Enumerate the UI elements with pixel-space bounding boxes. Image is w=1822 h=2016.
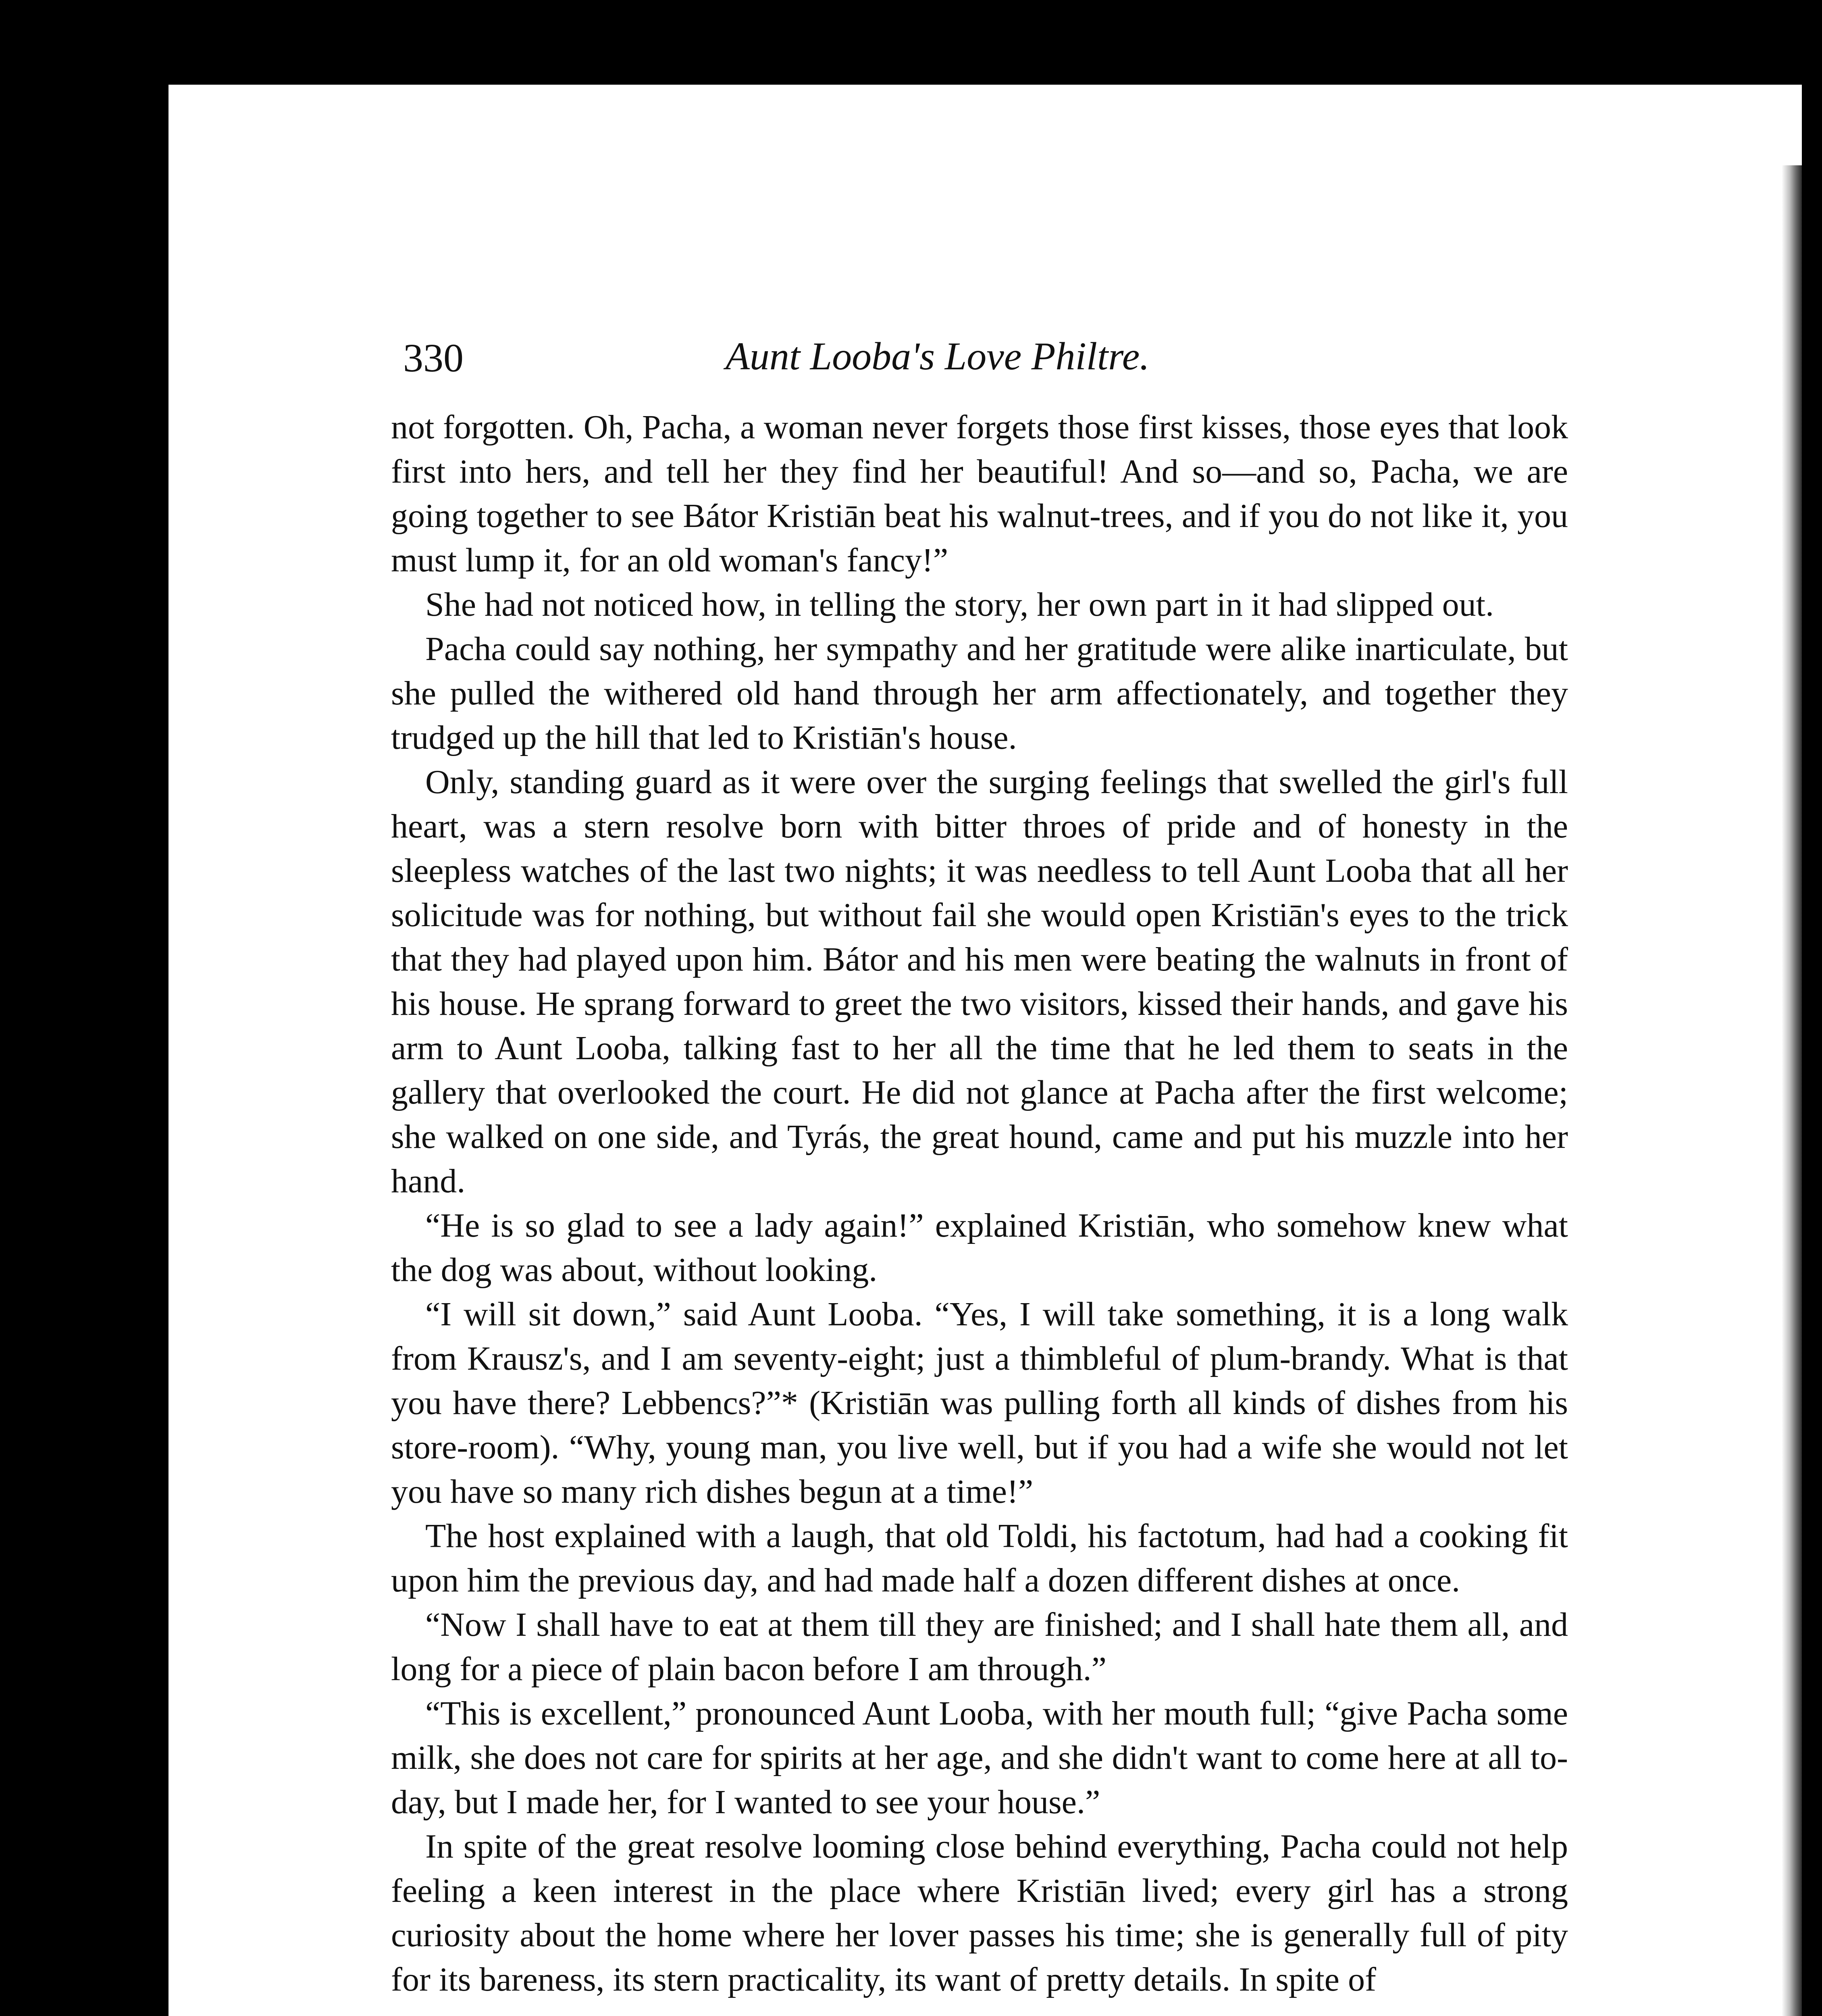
paragraph: She had not noticed how, in telling the story, her own part in it had slipped out. (425, 586, 1494, 623)
paragraph: “Now I shall have to eat at them till they are finished; and I shall hate them all, and long for a piece of plain bacon before I am through.” (391, 1606, 1568, 1688)
page-number: 330 (403, 335, 464, 380)
paragraph: Pacha could say nothing, her sympathy and her gratitude were alike inarticulate, but she pulled the withered old hand through her arm affectionately, and together they trudged up the hill that led to Kristiān's house. (391, 630, 1568, 756)
paragraph: “I will sit down,” said Aunt Looba. “Yes, I will take something, it is a long walk from Krausz's, and I am seventy-eight; just a thimbleful of plum-brandy. What is that you have there? Lebbencs?”* (Kristiān was pulling forth all kinds of dishes from his store-room). “Why, young man, you live well, but if you had a wife she would not let you have so many rich dishes begun at a time!” (391, 1295, 1568, 1510)
body-text (391, 405, 1568, 2002)
paragraph: “He is so glad to see a lady again!” explained Kristiān, who somehow knew what the dog was about, without looking. (391, 1207, 1568, 1289)
paragraph: Only, standing guard as it were over the surging feelings that swelled the girl's full heart, was a stern resolve born with bitter throes of pride and of honesty in the sleepless watches of the last two nights; it was needless to tell Aunt Looba that all her solicitude was for nothing, but without fail she would open Kristiān's eyes to the trick that they had played upon him. Bátor and his men were beating the walnuts in front of his house. He sprang forward to greet the two visitors, kissed their hands, and gave his arm to Aunt Looba, talking fast to her all the time that he led them to seats in the gallery that overlooked the court. He did not glance at Pacha after the first welcome; she walked on one side, and Tyrás, the great hound, came and put his muzzle into her hand. (391, 763, 1568, 1200)
paragraph: The host explained with a laugh, that old Toldi, his factotum, had had a cooking fit upon him the previous day, and had made half a dozen different dishes at once. (391, 1517, 1568, 1599)
page-edge-shadow (1782, 165, 1802, 2016)
paragraph: “This is excellent,” pronounced Aunt Looba, with her mouth full; “give Pacha some milk, she does not care for spirits at her age, and she didn't want to come here at all to-day, but I made her, for I wanted to see your house.” (391, 1695, 1568, 1821)
running-title: Aunt Looba's Love Philtre. (726, 335, 1150, 378)
paragraph: In spite of the great resolve looming close behind everything, Pacha could not help feeling a keen interest in the place where Kristiān lived; every girl has a strong curiosity about the home where her lover passes his time; she is generally full of pity for its bareness, its stern practicality, its want of pretty details. In spite of (391, 1828, 1568, 1998)
paragraph: not forgotten. Oh, Pacha, a woman never forgets those first kisses, those eyes that look first into hers, and tell her they find her beautiful! And so—and so, Pacha, we are going together to see Bátor Kristiān beat his walnut-trees, and if you do not like it, you must lump it, for an old woman's fancy!” (391, 408, 1568, 579)
